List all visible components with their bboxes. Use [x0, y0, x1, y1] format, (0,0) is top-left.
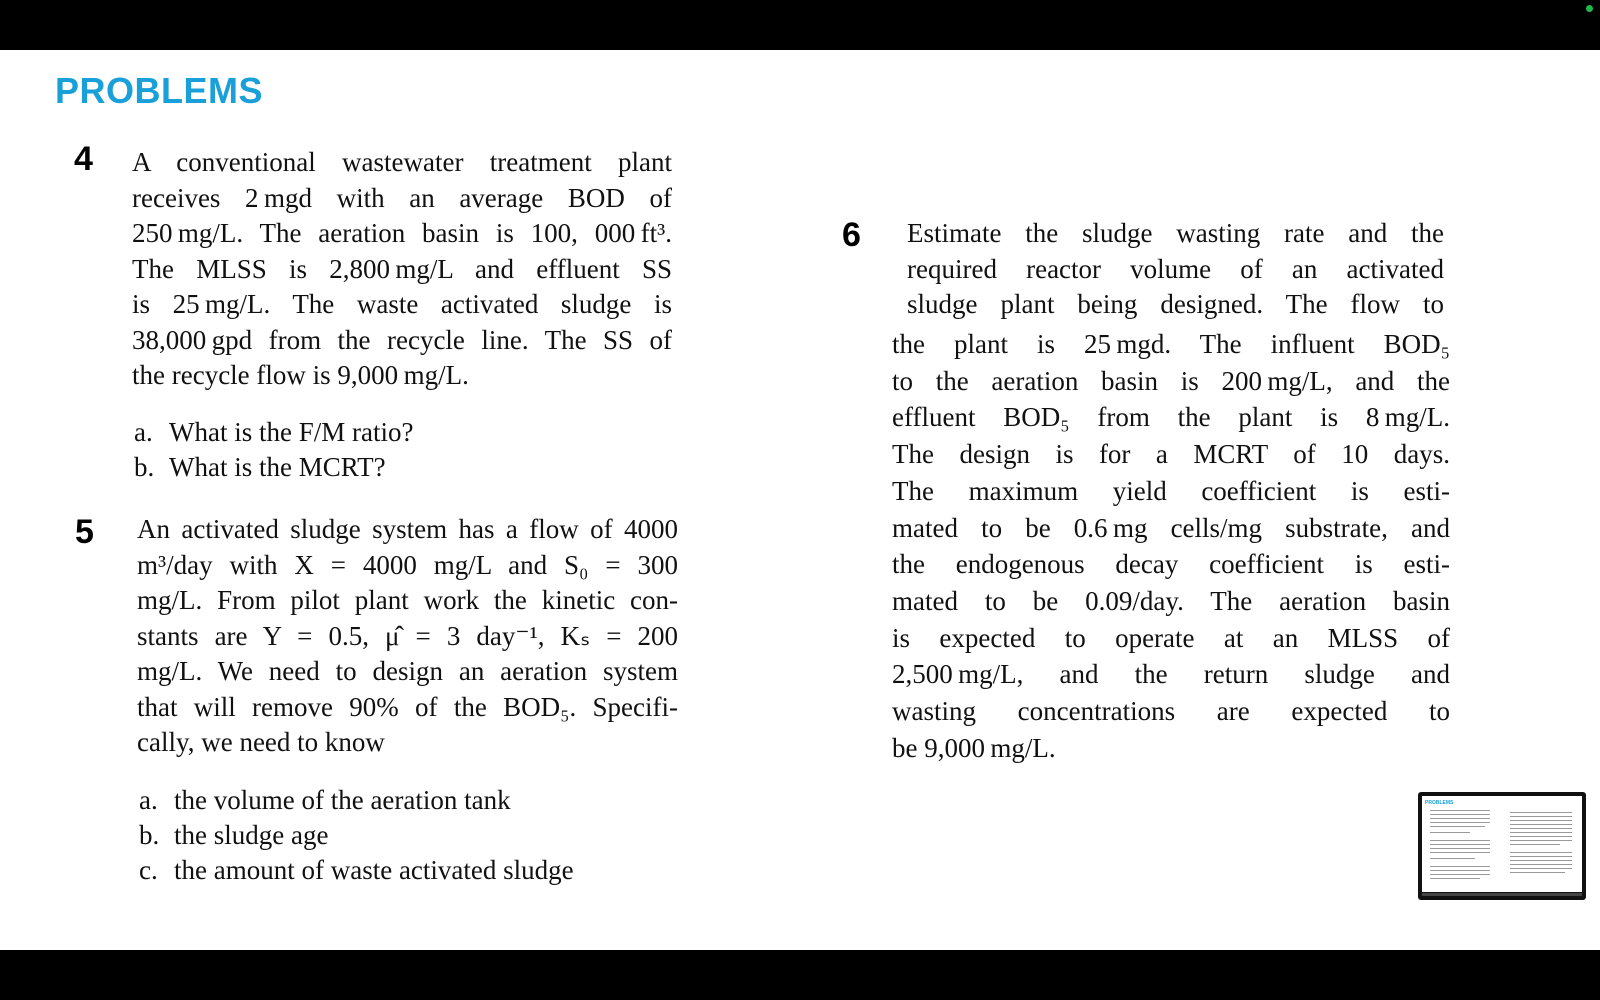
- problem-6-line: mated to be 0.6 mg cells/mg substrate, and: [892, 512, 1450, 543]
- problem-4-line: is 25 mg/L. The waste activated sludge is: [132, 289, 672, 319]
- problem-4-line: The MLSS is 2,800 mg/L and effluent SS: [132, 253, 672, 284]
- problem-5-line: m³/day with X = 4000 mg/L and S₀ = 300: [137, 549, 678, 580]
- problem-4-line: 250 mg/L. The aeration basin is 100, 000 ft³.: [132, 218, 672, 248]
- problem-4-text: [132, 145, 672, 394]
- question-label: c.: [139, 855, 158, 885]
- thumbnail-text-line: [1510, 828, 1572, 829]
- thumbnail-text-line: [1510, 832, 1572, 833]
- problem-5-line: mg/L. From pilot plant work the kinetic con-: [137, 585, 678, 615]
- problem-6-line: 2,500 mg/L, and the return sludge and: [892, 659, 1450, 690]
- thumbnail-text-line: [1510, 872, 1565, 873]
- thumbnail-text-line: [1430, 870, 1490, 871]
- problem-4-line: A conventional wastewater treatment plant: [132, 147, 672, 177]
- problem-6-line: Estimate the sludge wasting rate and the: [907, 218, 1444, 248]
- problem-5-line: that will remove 90% of the BOD₅. Specifi-: [137, 691, 678, 722]
- thumbnail-text-line: [1510, 868, 1572, 869]
- problem-5-questions: [139, 783, 574, 888]
- question-label: a.: [134, 417, 153, 447]
- thumbnail-text-line: [1430, 818, 1490, 819]
- question-item: [139, 853, 574, 888]
- question-text: What is the MCRT?: [169, 452, 386, 482]
- problem-6-line: is expected to operate at an MLSS of: [892, 622, 1450, 653]
- problem-6-line: the endogenous decay coefficient is esti-: [892, 549, 1450, 580]
- problem-5-number: 5: [75, 513, 94, 551]
- question-text: the sludge age: [174, 820, 329, 850]
- problem-4-questions: [134, 415, 413, 485]
- problem-4-line: 38,000 gpd from the recycle line. The SS of: [132, 324, 672, 355]
- problem-6-line: the plant is 25 mgd. The influent BOD₅: [892, 329, 1450, 359]
- problem-6-line: The maximum yield coefficient is esti-: [892, 475, 1450, 506]
- recording-indicator-icon: [1586, 5, 1593, 12]
- problem-6-line: sludge plant being designed. The flow to: [907, 289, 1444, 319]
- question-label: a.: [139, 785, 158, 815]
- problem-6-line: be 9,000 mg/L.: [892, 732, 1056, 763]
- thumbnail-text-line: [1430, 866, 1490, 867]
- problem-5-line: stants are Y = 0.5, μ̂ = 3 day⁻¹, Kₛ = 200: [137, 620, 678, 651]
- thumbnail-text-line: [1510, 840, 1572, 841]
- thumbnail-text-line: [1430, 852, 1490, 853]
- problem-5-line: An activated sludge system has a flow of 4000: [137, 514, 678, 544]
- thumbnail-text-line: [1430, 858, 1475, 859]
- problem-6-line: required reactor volume of an activated: [907, 253, 1444, 284]
- thumbnail-text-line: [1430, 826, 1485, 827]
- problem-4-line: the recycle flow is 9,000 mg/L.: [132, 360, 469, 390]
- thumbnail-page: [1422, 796, 1582, 892]
- thumbnail-text-line: [1430, 874, 1490, 875]
- problem-6-line: to the aeration basin is 200 mg/L, and the: [892, 365, 1450, 396]
- slide-page: [0, 50, 1600, 950]
- problem-6-line: mated to be 0.09/day. The aeration basin: [892, 585, 1450, 616]
- question-text: the amount of waste activated sludge: [174, 855, 574, 885]
- question-text: the volume of the aeration tank: [174, 785, 511, 815]
- thumbnail-text-line: [1510, 824, 1572, 825]
- problem-6-line: wasting concentrations are expected to: [892, 696, 1450, 727]
- thumbnail-text-line: [1430, 878, 1480, 879]
- thumbnail-text-line: [1510, 852, 1572, 853]
- thumbnail-text-line: [1430, 832, 1470, 833]
- question-label: b.: [134, 452, 155, 482]
- question-item: [134, 415, 413, 450]
- thumbnail-progress-bar: [1422, 893, 1582, 896]
- problem-5-line: mg/L. We need to design an aeration system: [137, 656, 678, 686]
- problem-5-text: [137, 512, 678, 761]
- problem-6-line: effluent BOD₅ from the plant is 8 mg/L.: [892, 402, 1450, 433]
- thumbnail-text-line: [1510, 812, 1572, 813]
- problem-6-text-top: [907, 216, 1444, 323]
- thumbnail-text-line: [1510, 816, 1572, 817]
- page-title: PROBLEMS: [55, 70, 264, 111]
- question-item: [134, 450, 413, 485]
- thumbnail-text-line: [1430, 814, 1490, 815]
- thumbnail-text-line: [1430, 810, 1490, 811]
- problem-6-text-bottom: [892, 326, 1450, 766]
- question-item: [139, 783, 574, 818]
- problem-6-line: The design is for a MCRT of 10 days.: [892, 439, 1450, 470]
- problem-6-number: 6: [842, 216, 861, 254]
- thumbnail-text-line: [1510, 820, 1572, 821]
- thumbnail-text-line: [1430, 848, 1490, 849]
- thumbnail-text-line: [1510, 860, 1572, 861]
- thumbnail-text-line: [1510, 836, 1572, 837]
- thumbnail-title: PROBLEMS: [1425, 800, 1454, 806]
- question-item: [139, 818, 574, 853]
- slide-thumbnail[interactable]: [1418, 792, 1586, 900]
- thumbnail-text-line: [1430, 822, 1490, 823]
- question-text: What is the F/M ratio?: [169, 417, 414, 447]
- bottom-black-bar: [0, 950, 1600, 1000]
- problem-5-line: cally, we need to know: [137, 727, 385, 757]
- problem-4-number: 4: [74, 140, 93, 178]
- thumbnail-text-line: [1510, 844, 1560, 845]
- question-label: b.: [139, 820, 160, 850]
- thumbnail-text-line: [1430, 840, 1490, 841]
- top-black-bar: [0, 0, 1600, 50]
- thumbnail-text-line: [1510, 856, 1572, 857]
- thumbnail-text-line: [1510, 864, 1572, 865]
- thumbnail-text-line: [1430, 844, 1490, 845]
- problem-4-line: receives 2 mgd with an average BOD of: [132, 182, 672, 213]
